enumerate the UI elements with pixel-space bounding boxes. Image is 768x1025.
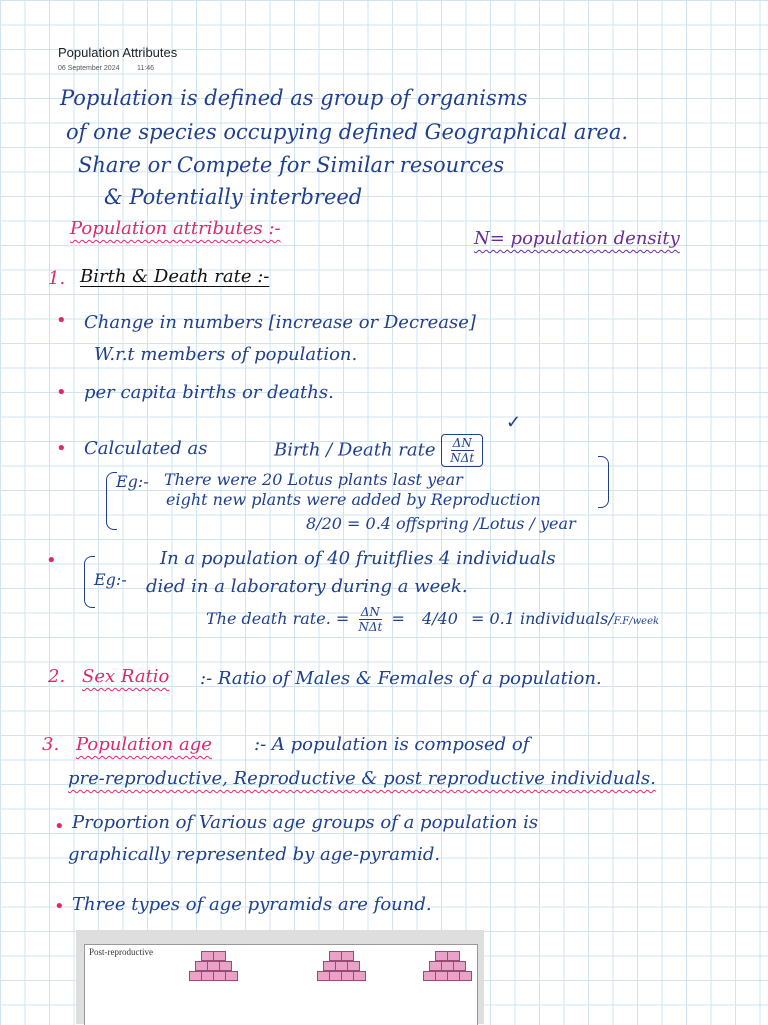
section-3-bullet-1b: graphically represented by age-pyramid. [68,844,441,865]
pyramid-block [219,961,232,971]
example-1-label: Eg:- [116,472,149,491]
section-1-number: 1. [48,268,66,289]
definition-line-1: Population is defined as group of organisms [60,86,528,110]
formula-box [441,434,483,467]
example-1-line-1: There were 20 Lotus plants last year [164,470,463,489]
page-time: 11:46 [137,65,154,72]
attributes-heading: Population attributes :- [70,218,281,239]
example-2-label: Eg:- [94,570,127,589]
section-2-title: Sex Ratio [82,666,170,687]
formula-numerator: ΔN [452,436,472,450]
section-1-bullet-3-prefix: Calculated as [84,438,208,459]
section-3-bullet-2: Three types of age pyramids are found. [72,894,432,915]
formula-fraction [450,437,474,464]
definition-line-3: Share or Compete for Similar resources [78,153,505,177]
section-2-text: :- Ratio of Males & Females of a population. [200,668,602,689]
bullet-dot: • [54,896,65,917]
formula-denominator: NΔt [450,451,475,465]
pyramid-block [459,971,472,981]
section-3-title: Population age [76,734,212,755]
example-2-numerator: ΔN [360,605,380,619]
definition-line-2: of one species occupying defined Geographical area. [66,120,629,144]
page-title: Population Attributes [58,45,178,60]
section-3-number: 3. [42,734,60,755]
bullet-dot: • [56,382,67,403]
figure-label: Post-reproductive [89,947,153,957]
pyramid-block [347,961,360,971]
bullet-dot: • [54,816,65,837]
example-2-value: 4/40 [421,609,458,628]
section-3-text-1: :- A population is composed of [254,734,530,755]
section-1-bullet-1a: Change in numbers [increase or Decrease] [84,312,476,333]
pyramid-block [453,961,466,971]
page-date: 06 September 2024 [58,65,120,72]
pyramid-block [353,971,366,981]
check-mark: ✓ [506,412,522,433]
age-pyramid-panel [84,944,478,1025]
example-2-denominator: NΔt [358,620,383,634]
example-2-equals: = [391,609,405,628]
example-2-fraction [358,606,382,633]
section-3-text-2: pre-reproductive, Reproductive & post reproductive individuals. [68,768,656,789]
bullet-dot: • [56,310,67,331]
bullet-dot: • [46,550,57,571]
example-1-line-2: eight new plants were added by Reproduction [166,490,541,509]
example-2-line-1: In a population of 40 fruitflies 4 individuals [160,548,556,569]
density-note: N= population density [474,228,680,249]
pyramid-block [225,971,238,981]
formula-label: Birth / Death rate [274,439,436,461]
pyramid-block [213,951,226,961]
section-1-bullet-2: per capita births or deaths. [84,382,334,403]
pyramid-block [341,951,354,961]
age-pyramid-figure [76,930,484,1024]
example-2-unit: F.F/week [613,616,660,627]
bullet-dot: • [56,438,67,459]
pyramid-block [447,951,460,961]
definition-line-4: & Potentially interbreed [104,185,363,209]
example-2-calc-prefix: The death rate. = [206,609,350,628]
section-1-bullet-1b: W.r.t members of population. [94,344,358,365]
section-1-bullet-3-formula [274,434,483,467]
section-1-title: Birth & Death rate :- [80,266,270,287]
example-2-result: = 0.1 individuals/ [470,609,614,628]
section-3-bullet-1a: Proportion of Various age groups of a population is [72,812,539,833]
example-2-calc [206,606,659,633]
example-1-right-bracket [598,456,609,508]
example-2-line-2: died in a laboratory during a week. [146,576,468,597]
example-1-calc: 8/20 = 0.4 offspring /Lotus / year [306,514,576,533]
section-2-number: 2. [48,666,66,687]
